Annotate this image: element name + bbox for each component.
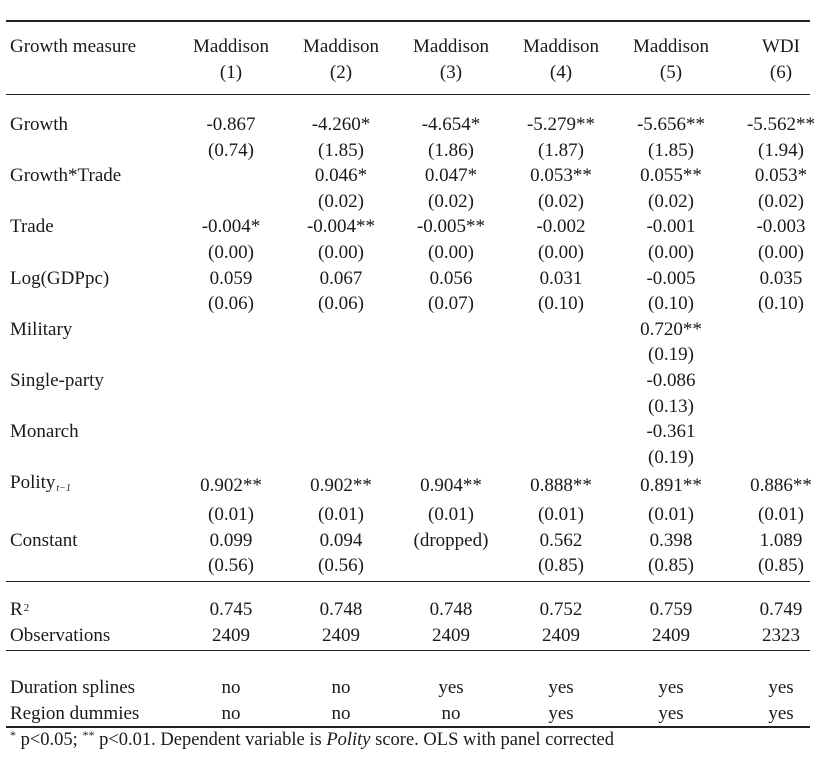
row-label bbox=[6, 368, 176, 394]
variable-subscript: t−1 bbox=[56, 483, 71, 495]
standard-error-cell: (1.87) bbox=[538, 139, 584, 161]
constant-standard-error-row bbox=[6, 553, 820, 579]
control-value: yes bbox=[548, 702, 574, 724]
r2-label: R bbox=[10, 599, 23, 620]
observations-value: 2409 bbox=[322, 624, 360, 646]
standard-error-cell: (0.06) bbox=[208, 293, 254, 315]
coefficient-cell: 0.398 bbox=[649, 529, 693, 551]
standard-error-cell: (0.02) bbox=[318, 190, 364, 212]
row-label bbox=[6, 163, 176, 189]
single-party-standard-error-row bbox=[6, 394, 820, 420]
variable-name: Polity bbox=[10, 472, 56, 494]
standard-error-cell: (0.13) bbox=[648, 395, 694, 417]
coefficient-cell bbox=[176, 163, 286, 189]
control-value: no bbox=[441, 702, 461, 724]
coefficient-cell bbox=[726, 419, 820, 445]
standard-error-cell: (0.00) bbox=[538, 241, 584, 263]
standard-error-cell bbox=[396, 445, 506, 471]
standard-error-cell: (0.00) bbox=[648, 241, 694, 263]
control-value: yes bbox=[658, 702, 684, 724]
coefficient-cell: 0.059 bbox=[209, 267, 253, 289]
coefficient-cell: 0.053* bbox=[754, 165, 808, 187]
coefficient-cell: 0.047* bbox=[424, 165, 478, 187]
standard-error-cell: (0.85) bbox=[648, 555, 694, 577]
polity-coefficient-row bbox=[6, 470, 820, 502]
standard-error-cell bbox=[176, 394, 286, 420]
standard-error-cell: (0.00) bbox=[428, 241, 474, 263]
standard-error-cell: (0.85) bbox=[538, 555, 584, 577]
coefficient-cell: -0.004* bbox=[201, 216, 261, 238]
variable-name: Growth*Trade bbox=[10, 165, 122, 187]
column-number: (1) bbox=[219, 61, 243, 83]
row-label bbox=[6, 596, 176, 623]
empty-cell bbox=[6, 445, 176, 471]
trade-standard-error-row bbox=[6, 240, 820, 266]
control-value: yes bbox=[438, 677, 464, 698]
log-gdppc-coefficient-row bbox=[6, 266, 820, 292]
row-label bbox=[6, 266, 176, 292]
standard-error-cell: (0.19) bbox=[648, 344, 694, 366]
standard-error-cell: (0.01) bbox=[758, 503, 804, 525]
standard-error-cell bbox=[726, 445, 820, 471]
coefficient-table bbox=[6, 112, 820, 579]
controls-table bbox=[6, 675, 820, 726]
coefficient-cell bbox=[286, 317, 396, 343]
coefficient-cell: -5.562** bbox=[746, 114, 816, 135]
r2-value: 0.748 bbox=[429, 598, 473, 620]
control-value: yes bbox=[548, 677, 574, 698]
standard-error-cell: (0.01) bbox=[318, 503, 364, 525]
standard-error-cell bbox=[286, 394, 396, 420]
standard-error-cell bbox=[506, 342, 616, 368]
coefficient-cell bbox=[396, 419, 506, 445]
control-value: yes bbox=[768, 702, 794, 724]
r2-value: 0.752 bbox=[539, 598, 583, 620]
footnote-mark: ** bbox=[82, 728, 95, 742]
coefficient-cell: 0.055** bbox=[640, 165, 702, 187]
standard-error-cell: (0.01) bbox=[208, 503, 254, 525]
coefficient-cell: -0.004** bbox=[306, 216, 376, 238]
column-number: (2) bbox=[329, 61, 353, 83]
control-value: no bbox=[221, 677, 241, 698]
row-label bbox=[6, 214, 176, 240]
r-squared-row bbox=[6, 596, 820, 623]
coefficient-cell: (dropped) bbox=[413, 529, 489, 551]
coefficient-cell: 0.902** bbox=[310, 475, 372, 497]
r2-value: 0.745 bbox=[209, 598, 253, 620]
observations-value: 2409 bbox=[212, 624, 250, 646]
standard-error-cell bbox=[506, 445, 616, 471]
single-party-coefficient-row bbox=[6, 368, 820, 394]
observations-value: 2409 bbox=[652, 624, 690, 646]
row-label bbox=[6, 317, 176, 343]
header-numbers-row bbox=[6, 60, 820, 86]
coefficient-cell: 0.720** bbox=[640, 318, 702, 340]
standard-error-cell: (0.10) bbox=[538, 293, 584, 315]
standard-error-cell: (0.56) bbox=[318, 555, 364, 577]
row-label: Duration splines bbox=[10, 677, 136, 698]
footnote-italic-term: Polity bbox=[326, 730, 371, 750]
fit-statistics-table bbox=[6, 596, 820, 648]
variable-name: Log(GDPpc) bbox=[10, 267, 110, 289]
empty-cell bbox=[6, 138, 176, 164]
standard-error-cell: (0.74) bbox=[208, 139, 254, 161]
coefficient-cell bbox=[286, 419, 396, 445]
standard-error-cell: (1.85) bbox=[318, 139, 364, 161]
coefficient-cell: 0.094 bbox=[319, 529, 363, 551]
polity-standard-error-row bbox=[6, 502, 820, 528]
r2-value: 0.759 bbox=[649, 598, 693, 620]
standard-error-cell: (0.02) bbox=[538, 190, 584, 212]
coefficient-cell bbox=[176, 368, 286, 394]
military-standard-error-row bbox=[6, 342, 820, 368]
standard-error-cell: (0.02) bbox=[758, 190, 804, 212]
coefficient-cell: 0.886** bbox=[750, 475, 812, 497]
coefficient-cell: -5.656** bbox=[636, 114, 706, 135]
empty-cell bbox=[6, 60, 176, 86]
monarch-standard-error-row bbox=[6, 445, 820, 471]
trade-coefficient-row bbox=[6, 214, 820, 240]
coefficient-cell: 0.562 bbox=[539, 529, 583, 551]
duration-splines-row bbox=[6, 675, 820, 701]
standard-error-cell bbox=[286, 445, 396, 471]
row-label bbox=[6, 470, 176, 502]
coefficient-cell bbox=[506, 419, 616, 445]
coefficient-cell: -0.005 bbox=[646, 267, 696, 289]
growth-standard-error-row bbox=[6, 138, 820, 164]
coefficient-cell: 0.099 bbox=[209, 529, 253, 551]
standard-error-cell: (0.02) bbox=[428, 190, 474, 212]
header-sources-row bbox=[6, 34, 820, 60]
column-source: Maddison bbox=[303, 36, 379, 57]
footnote-text: score. OLS with panel corrected bbox=[375, 730, 614, 750]
coefficient-cell: 0.046* bbox=[314, 165, 368, 187]
standard-error-cell: (0.10) bbox=[758, 293, 804, 315]
empty-cell bbox=[6, 189, 176, 215]
standard-error-cell: (1.86) bbox=[428, 139, 474, 161]
coefficient-cell: 0.891** bbox=[640, 475, 702, 497]
standard-error-cell: (0.06) bbox=[318, 293, 364, 315]
growth-trade-coefficient-row bbox=[6, 163, 820, 189]
footnote-text: p<0.01. Dependent variable is bbox=[99, 730, 322, 750]
standard-error-cell: (0.10) bbox=[648, 293, 694, 315]
variable-name: Single-party bbox=[10, 369, 104, 391]
coefficient-cell: -0.086 bbox=[646, 369, 696, 391]
military-coefficient-row bbox=[6, 317, 820, 343]
coefficient-cell bbox=[726, 368, 820, 394]
coefficient-cell: 1.089 bbox=[759, 529, 803, 551]
coefficient-cell: -0.002 bbox=[536, 216, 586, 238]
coefficient-cell: 0.904** bbox=[420, 475, 482, 497]
row-label: Region dummies bbox=[10, 702, 140, 724]
standard-error-cell: (0.19) bbox=[648, 446, 694, 468]
standard-error-cell: (0.01) bbox=[428, 503, 474, 525]
coefficient-cell: -0.001 bbox=[646, 216, 696, 238]
standard-error-cell bbox=[396, 553, 506, 579]
footnote-text: p<0.05; bbox=[20, 730, 78, 750]
row-label bbox=[6, 112, 176, 138]
standard-error-cell bbox=[726, 342, 820, 368]
growth-coefficient-row bbox=[6, 112, 820, 138]
variable-name: Monarch bbox=[10, 421, 79, 443]
coefficient-cell: -5.279** bbox=[526, 114, 596, 135]
standard-error-cell bbox=[286, 342, 396, 368]
standard-error-cell: (0.07) bbox=[428, 293, 474, 315]
standard-error-cell: (0.85) bbox=[758, 555, 804, 577]
control-value: no bbox=[221, 702, 241, 724]
observations-row bbox=[6, 623, 820, 649]
standard-error-cell: (1.94) bbox=[758, 139, 804, 161]
column-source: Maddison bbox=[523, 36, 599, 57]
table-header bbox=[6, 34, 820, 85]
footnote-mark: * bbox=[10, 728, 16, 742]
empty-cell bbox=[6, 394, 176, 420]
r2-superscript: 2 bbox=[23, 602, 30, 614]
coefficient-cell: 0.902** bbox=[200, 475, 262, 497]
standard-error-cell: (0.56) bbox=[208, 555, 254, 577]
controls-rule bbox=[6, 650, 810, 651]
growth-trade-standard-error-row bbox=[6, 189, 820, 215]
standard-error-cell bbox=[176, 189, 286, 215]
column-source: Maddison bbox=[193, 36, 269, 57]
coefficient-cell bbox=[726, 317, 820, 343]
coefficient-cell: -0.361 bbox=[646, 421, 696, 443]
fit-rule bbox=[6, 581, 810, 582]
column-source: Maddison bbox=[633, 36, 709, 57]
empty-cell bbox=[6, 502, 176, 528]
standard-error-cell: (1.85) bbox=[648, 139, 694, 161]
header-rule bbox=[6, 94, 810, 95]
row-label bbox=[6, 419, 176, 445]
column-number: (6) bbox=[769, 61, 793, 83]
coefficient-cell bbox=[506, 317, 616, 343]
variable-name: Trade bbox=[10, 216, 54, 238]
observations-value: 2409 bbox=[432, 624, 470, 646]
standard-error-cell: (0.01) bbox=[648, 503, 694, 525]
empty-cell bbox=[6, 240, 176, 266]
empty-cell bbox=[6, 553, 176, 579]
coefficient-cell: 0.053** bbox=[530, 165, 592, 187]
coefficient-cell: 0.067 bbox=[319, 267, 363, 289]
coefficient-cell: 0.888** bbox=[530, 475, 592, 497]
variable-name: Constant bbox=[10, 529, 78, 551]
column-number: (4) bbox=[549, 61, 573, 83]
empty-cell bbox=[6, 291, 176, 317]
observations-value: 2323 bbox=[762, 624, 800, 646]
coefficient-cell bbox=[396, 368, 506, 394]
table-footnote bbox=[10, 728, 614, 751]
standard-error-cell bbox=[396, 342, 506, 368]
coefficient-cell: 0.031 bbox=[539, 267, 583, 289]
column-number: (5) bbox=[659, 61, 683, 83]
standard-error-cell: (0.00) bbox=[208, 241, 254, 263]
coefficient-cell bbox=[176, 317, 286, 343]
column-source: Maddison bbox=[413, 36, 489, 57]
coefficient-cell bbox=[176, 419, 286, 445]
variable-name: Growth bbox=[10, 114, 69, 135]
standard-error-cell: (0.00) bbox=[318, 241, 364, 263]
region-dummies-row bbox=[6, 701, 820, 727]
standard-error-cell bbox=[176, 342, 286, 368]
constant-coefficient-row bbox=[6, 528, 820, 554]
standard-error-cell: (0.00) bbox=[758, 241, 804, 263]
variable-name: Military bbox=[10, 318, 73, 340]
standard-error-cell bbox=[176, 445, 286, 471]
coefficient-cell: -0.867 bbox=[206, 114, 256, 135]
coefficient-cell: -0.003 bbox=[756, 216, 806, 238]
header-label: Growth measure bbox=[10, 36, 137, 57]
standard-error-cell: (0.01) bbox=[538, 503, 584, 525]
r2-value: 0.748 bbox=[319, 598, 363, 620]
coefficient-cell bbox=[286, 368, 396, 394]
standard-error-cell bbox=[506, 394, 616, 420]
standard-error-cell bbox=[396, 394, 506, 420]
control-value: no bbox=[331, 677, 351, 698]
r2-value: 0.749 bbox=[759, 598, 803, 620]
coefficient-cell bbox=[506, 368, 616, 394]
control-value: no bbox=[331, 702, 351, 724]
column-number: (3) bbox=[439, 61, 463, 83]
log-gdppc-standard-error-row bbox=[6, 291, 820, 317]
coefficient-cell: 0.056 bbox=[429, 267, 473, 289]
observations-value: 2409 bbox=[542, 624, 580, 646]
coefficient-cell: -4.654* bbox=[421, 114, 481, 135]
standard-error-cell bbox=[726, 394, 820, 420]
top-rule bbox=[6, 20, 810, 22]
column-source: WDI bbox=[762, 36, 800, 57]
row-label bbox=[6, 528, 176, 554]
empty-cell bbox=[6, 342, 176, 368]
monarch-coefficient-row bbox=[6, 419, 820, 445]
control-value: yes bbox=[658, 677, 684, 698]
coefficient-cell: 0.035 bbox=[759, 267, 803, 289]
coefficient-cell: -0.005** bbox=[416, 216, 486, 238]
standard-error-cell: (0.02) bbox=[648, 190, 694, 212]
coefficient-cell bbox=[396, 317, 506, 343]
coefficient-cell: -4.260* bbox=[311, 114, 371, 135]
control-value: yes bbox=[768, 677, 794, 698]
row-label: Observations bbox=[10, 624, 111, 646]
